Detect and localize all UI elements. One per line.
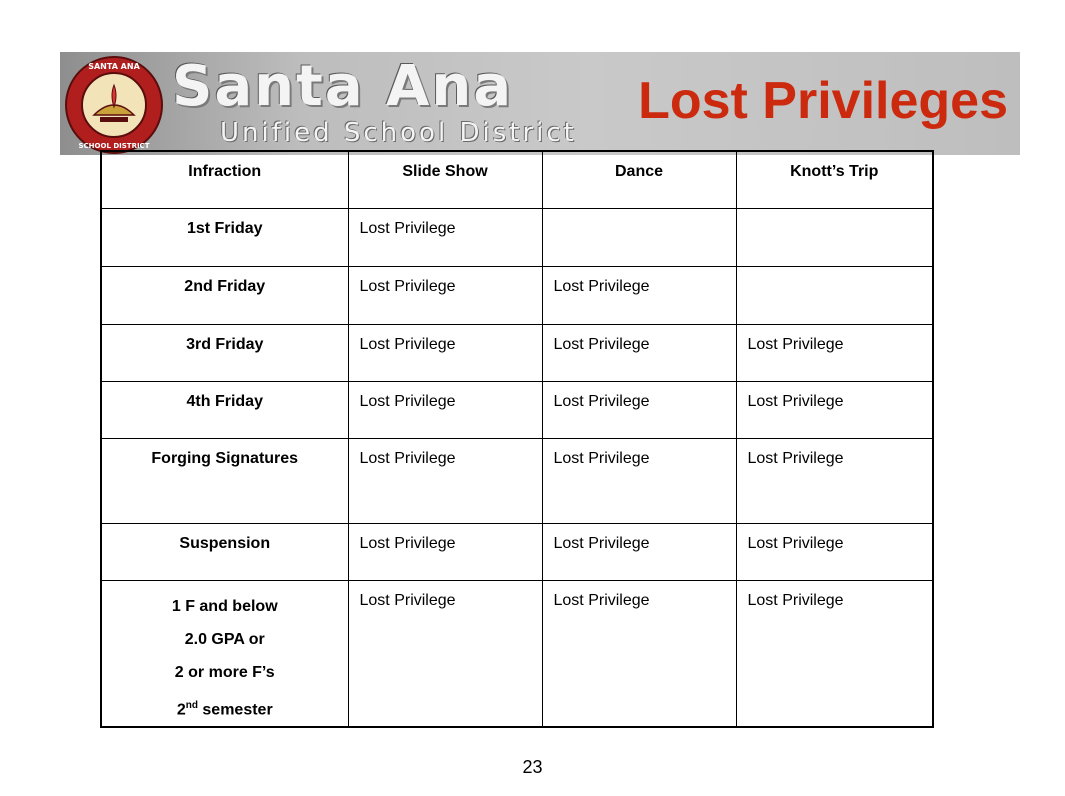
- slide-show-cell: Lost Privilege: [348, 381, 542, 438]
- knotts-trip-cell: Lost Privilege: [736, 580, 933, 727]
- svg-text:SCHOOL DISTRICT: SCHOOL DISTRICT: [78, 142, 150, 150]
- district-name: Santa Ana: [172, 54, 514, 119]
- infraction-cell: [101, 580, 348, 727]
- page-number: 23: [522, 757, 543, 777]
- infraction-cell: Suspension: [101, 523, 348, 580]
- dance-cell: Lost Privilege: [542, 523, 736, 580]
- table-row: [101, 208, 933, 266]
- knotts-trip-cell: Lost Privilege: [736, 523, 933, 580]
- infraction-line: 2.0 GPA or: [184, 630, 265, 648]
- semester-label: semester: [197, 700, 273, 718]
- infraction-cell: 2nd Friday: [101, 266, 348, 324]
- slide-show-cell: Lost Privilege: [348, 266, 542, 324]
- infraction-line: 1 F and below: [171, 597, 278, 615]
- header-banner: [60, 52, 1020, 155]
- column-header-knotts-trip: Knott’s Trip: [736, 151, 933, 208]
- dance-cell: Lost Privilege: [542, 324, 736, 381]
- district-subtitle: Unified School District: [220, 118, 577, 148]
- svg-text:SANTA ANA: SANTA ANA: [88, 62, 140, 71]
- knotts-trip-cell: [736, 208, 933, 266]
- column-header-infraction: Infraction: [101, 151, 348, 208]
- dance-cell: Lost Privilege: [542, 580, 736, 727]
- infraction-line: [102, 689, 348, 726]
- table-row: [101, 266, 933, 324]
- knotts-trip-cell: Lost Privilege: [736, 324, 933, 381]
- page-title: Lost Privileges: [638, 72, 1008, 130]
- slide-show-cell: Lost Privilege: [348, 324, 542, 381]
- table-row: [101, 381, 933, 438]
- slide-show-cell: Lost Privilege: [348, 208, 542, 266]
- knotts-trip-cell: [736, 266, 933, 324]
- table-header-row: [101, 151, 933, 208]
- infraction-line: 2 or more F’s: [174, 663, 275, 681]
- table-row: [101, 324, 933, 381]
- dance-cell: [542, 208, 736, 266]
- infraction-cell: 3rd Friday: [101, 324, 348, 381]
- infraction-cell: Forging Signatures: [101, 438, 348, 523]
- knotts-trip-cell: Lost Privilege: [736, 381, 933, 438]
- dance-cell: Lost Privilege: [542, 266, 736, 324]
- privileges-table: [100, 150, 934, 728]
- infraction-cell: 1st Friday: [101, 208, 348, 266]
- semester-number: 2: [176, 700, 186, 718]
- slide-show-cell: Lost Privilege: [348, 438, 542, 523]
- dance-cell: Lost Privilege: [542, 438, 736, 523]
- column-header-slide-show: Slide Show: [348, 151, 542, 208]
- semester-ordinal-suffix: nd: [185, 699, 198, 711]
- infraction-cell: 4th Friday: [101, 381, 348, 438]
- table-row: [101, 580, 933, 727]
- slide-show-cell: Lost Privilege: [348, 523, 542, 580]
- table-row: [101, 438, 933, 523]
- knotts-trip-cell: Lost Privilege: [736, 438, 933, 523]
- dance-cell: Lost Privilege: [542, 381, 736, 438]
- school-district-seal-icon: [64, 55, 164, 155]
- slide-show-cell: Lost Privilege: [348, 580, 542, 727]
- table-row: [101, 523, 933, 580]
- column-header-dance: Dance: [542, 151, 736, 208]
